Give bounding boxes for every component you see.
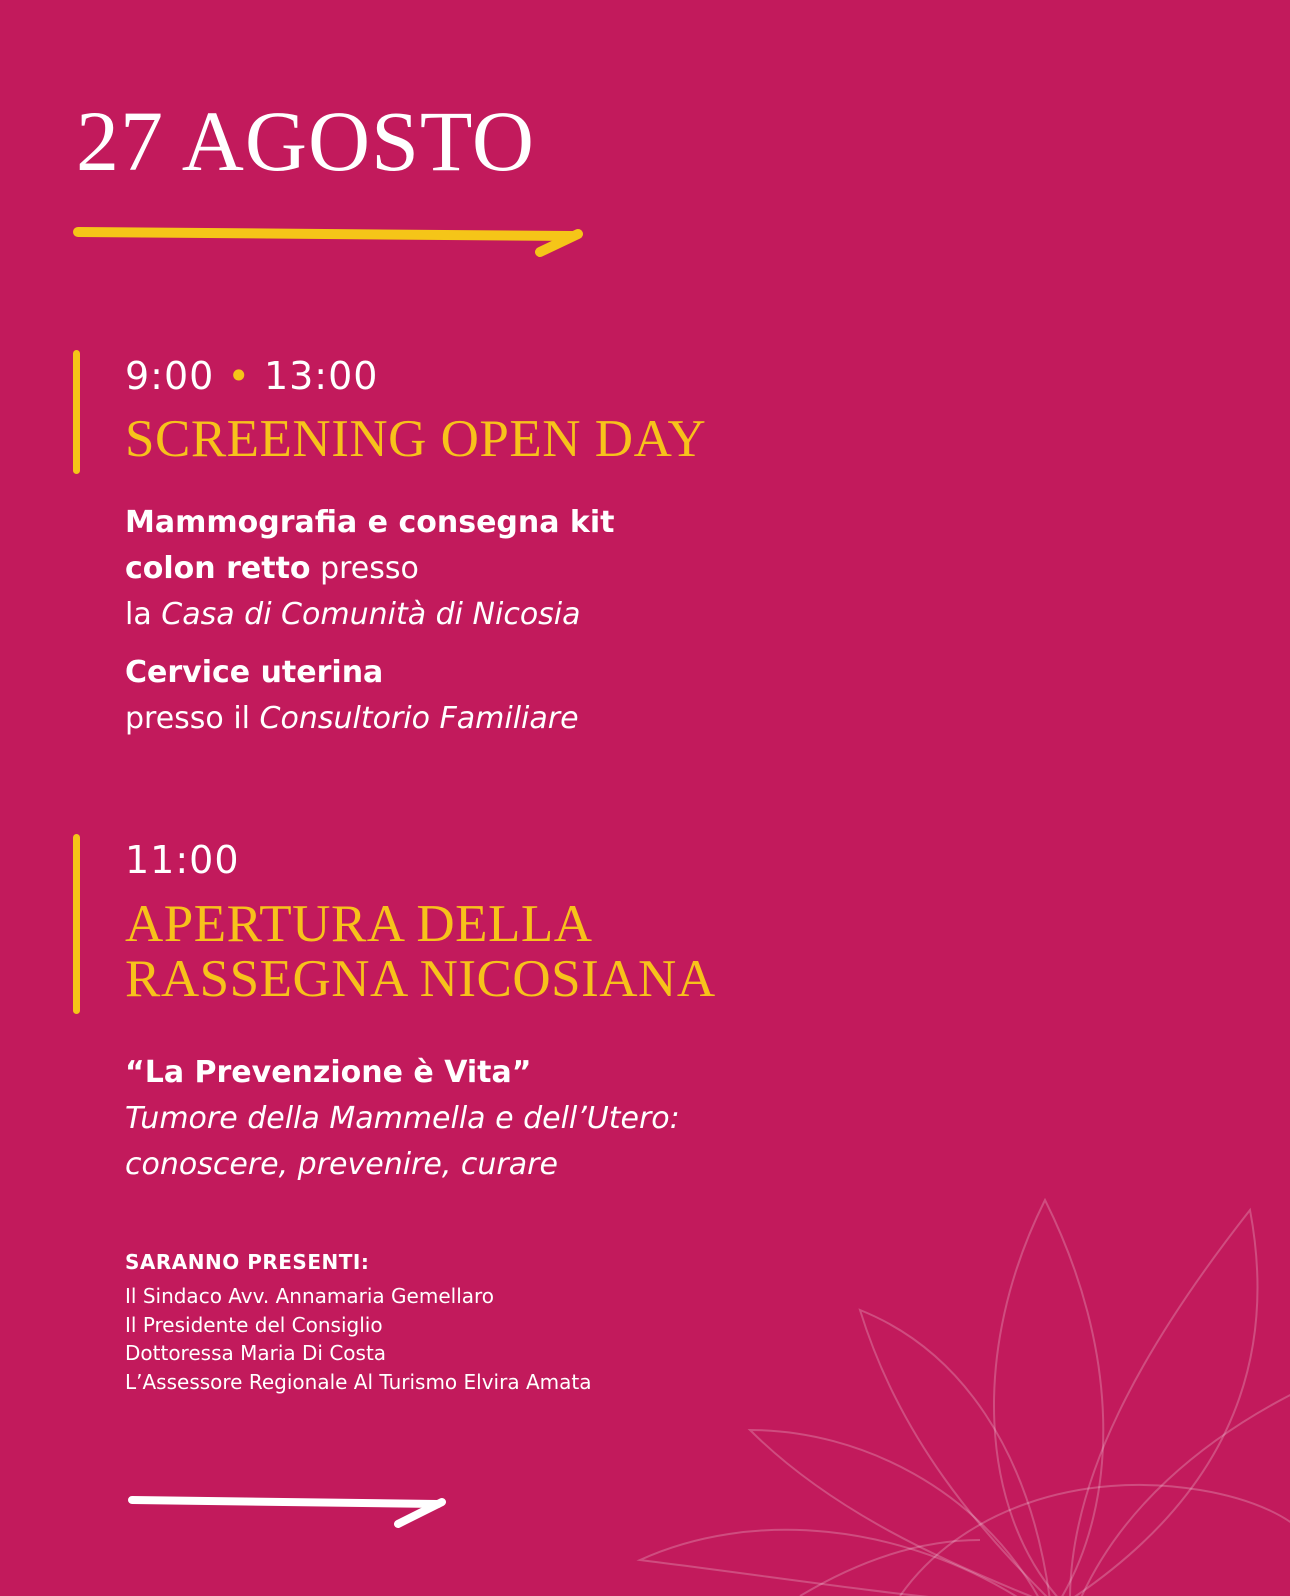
description-bold: Cervice uterina xyxy=(125,655,384,690)
event-title: SCREENING OPEN DAY xyxy=(125,410,707,468)
time-end: 13:00 xyxy=(263,354,379,398)
description-text: presso il xyxy=(125,701,260,736)
page-title: 27 AGOSTO xyxy=(76,93,535,189)
description-bold: colon retto xyxy=(125,551,311,586)
event-description xyxy=(125,500,615,638)
location-name: Consultorio Familiare xyxy=(259,701,579,736)
event-subtitle: Tumore della Mammella e dell’Utero: xyxy=(125,1101,680,1136)
event-title-line: APERTURA DELLA xyxy=(125,895,593,953)
event-time: 11:00 xyxy=(125,838,240,882)
location-name: Casa di Comunità di Nicosia xyxy=(161,597,581,632)
event-description xyxy=(125,650,579,742)
attendees-heading: SARANNO PRESENTI: xyxy=(125,1250,370,1274)
description-text: la xyxy=(125,597,162,632)
event-quote: “La Prevenzione è Vita” xyxy=(125,1055,532,1090)
list-item: L’Assessore Regionale Al Turismo Elvira Amata xyxy=(125,1369,592,1394)
description-bold: Mammografia e consegna kit xyxy=(125,505,615,540)
attendees-list xyxy=(125,1282,591,1396)
event-title-line: RASSEGNA NICOSIANA xyxy=(125,950,716,1008)
flower-outline-icon xyxy=(600,1180,1290,1596)
time-separator: • xyxy=(227,354,251,398)
list-item: Dottoressa Maria Di Costa xyxy=(125,1341,387,1365)
arrow-right-icon xyxy=(72,218,588,258)
list-item: Il Sindaco Avv. Annamaria Gemellaro xyxy=(125,1284,495,1308)
arrow-right-icon xyxy=(126,1490,452,1530)
event-subtitle: conoscere, prevenire, curare xyxy=(125,1147,558,1182)
section-bar xyxy=(73,834,80,1014)
description-text: presso xyxy=(310,551,419,586)
section-bar xyxy=(73,350,80,474)
event-title xyxy=(125,897,716,1007)
time-start: 9:00 xyxy=(125,354,215,398)
event-time xyxy=(125,354,378,398)
event-description xyxy=(125,1050,680,1188)
list-item: Il Presidente del Consiglio xyxy=(125,1312,383,1337)
